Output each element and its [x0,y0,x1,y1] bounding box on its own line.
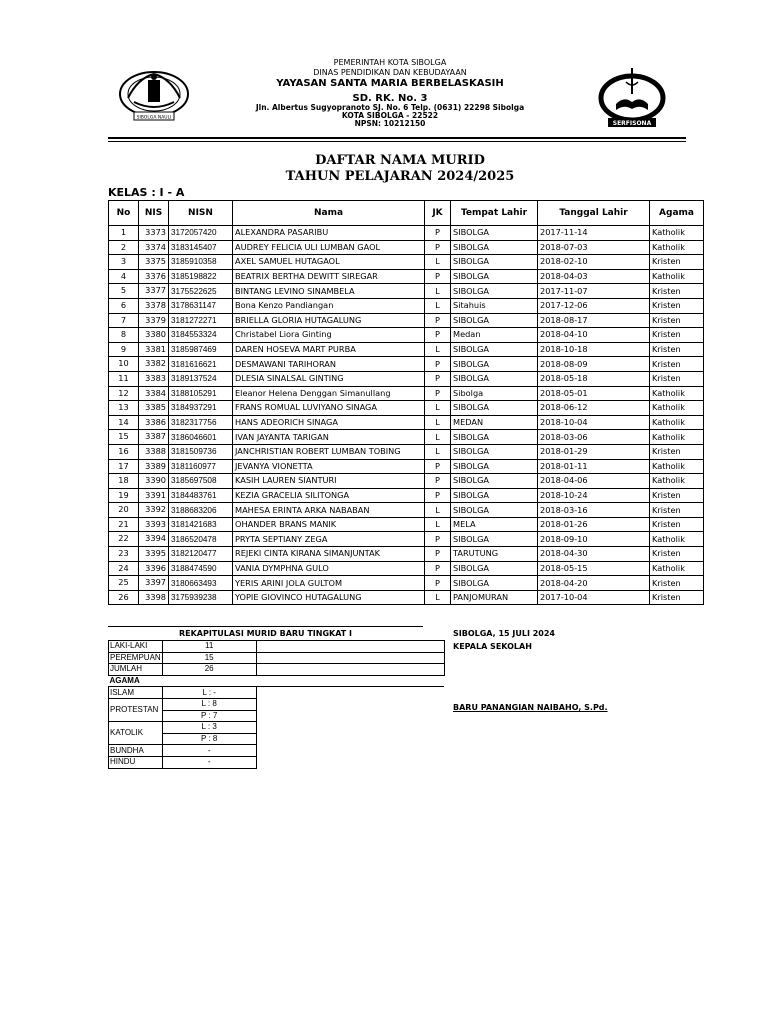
cell-nisn: 3181272271 [169,313,233,328]
recap-label: KATOLIK [109,722,163,745]
cell-jk: P [425,474,451,489]
cell-nama: AUDREY FELICIA ULI LUMBAN GAOL [233,240,425,255]
cell-tempat-lahir: SIBOLGA [451,342,538,357]
cell-agama: Kristen [650,444,704,459]
cell-nama: IVAN JAYANTA TARIGAN [233,430,425,445]
cell-tempat-lahir: SIBOLGA [451,226,538,241]
cell-nis: 3397 [139,576,169,591]
cell-agama: Katholik [650,240,704,255]
cell-nama: DLESIA SINALSAL GINTING [233,371,425,386]
cell-agama: Katholik [650,415,704,430]
cell-nis: 3398 [139,590,169,605]
cell-tempat-lahir: SIBOLGA [451,401,538,416]
table-row [109,357,704,372]
cell-tanggal-lahir: 2018-01-29 [538,444,650,459]
recap-top-rule [108,626,423,627]
cell-no: 13 [109,401,139,416]
cell-nis: 3387 [139,430,169,445]
cell-nama: FRANS ROMUAL LUVIYANO SINAGA [233,401,425,416]
cell-agama: Kristen [650,517,704,532]
recap-blank [256,664,444,676]
cell-jk: P [425,576,451,591]
cell-agama: Katholik [650,226,704,241]
recap-row-perempuan [109,652,445,664]
cell-tempat-lahir: SIBOLGA [451,474,538,489]
cell-no: 8 [109,328,139,343]
cell-agama: Kristen [650,590,704,605]
table-row [109,415,704,430]
cell-tempat-lahir: SIBOLGA [451,240,538,255]
cell-nis: 3395 [139,547,169,562]
cell-no: 7 [109,313,139,328]
table-row [109,328,704,343]
cell-agama: Katholik [650,474,704,489]
cell-no: 17 [109,459,139,474]
cell-nis: 3384 [139,386,169,401]
cell-jk: L [425,401,451,416]
cell-agama: Kristen [650,284,704,299]
cell-no: 9 [109,342,139,357]
cell-nama: Bona Kenzo Pandiangan [233,298,425,313]
cell-nisn: 3181616621 [169,357,233,372]
cell-no: 20 [109,503,139,518]
cell-nama: ALEXANDRA PASARIBU [233,226,425,241]
cell-tanggal-lahir: 2017-11-07 [538,284,650,299]
cell-nama: YERIS ARINI JOLA GULTOM [233,576,425,591]
cell-tempat-lahir: SIBOLGA [451,503,538,518]
class-label: KELAS : I - A [108,186,185,199]
cell-jk: P [425,226,451,241]
cell-no: 3 [109,255,139,270]
cell-agama: Katholik [650,386,704,401]
cell-nisn: 3182120477 [169,547,233,562]
header-nisn: NISN [169,201,233,226]
cell-jk: L [425,284,451,299]
cell-tanggal-lahir: 2018-08-09 [538,357,650,372]
cell-tempat-lahir: SIBOLGA [451,371,538,386]
cell-nisn: 3186520478 [169,532,233,547]
student-table-body [109,226,704,605]
recap-value: - [162,756,256,768]
cell-tanggal-lahir: 2018-04-10 [538,328,650,343]
cell-nisn: 3186046601 [169,430,233,445]
recap-label: PEREMPUAN [110,652,161,662]
table-row [109,488,704,503]
cell-nama: HANS ADEORICH SINAGA [233,415,425,430]
cell-tanggal-lahir: 2018-08-17 [538,313,650,328]
document-title: DAFTAR NAMA MURID [315,153,485,168]
cell-nama: KASIH LAUREN SIANTURI [233,474,425,489]
cell-nisn: 3189137524 [169,371,233,386]
cell-jk: L [425,590,451,605]
recap-title: REKAPITULASI MURID BARU TINGKAT I [178,629,353,638]
cell-jk: L [425,255,451,270]
cell-tanggal-lahir: 2018-10-24 [538,488,650,503]
cell-tempat-lahir: SIBOLGA [451,284,538,299]
table-row [109,459,704,474]
recap-table [108,640,445,769]
letterhead-rule-thick [108,137,686,139]
recap-row-agama [109,675,445,687]
cell-agama: Kristen [650,255,704,270]
cell-tanggal-lahir: 2017-10-04 [538,590,650,605]
cell-nama: DAREN HOSEVA MART PURBA [233,342,425,357]
cell-nis: 3378 [139,298,169,313]
cell-jk: L [425,444,451,459]
cell-nama: MAHESA ERINTA ARKA NABABAN [233,503,425,518]
cell-jk: L [425,342,451,357]
header-agama: Agama [650,201,704,226]
header-no: No [109,201,139,226]
cell-nis: 3388 [139,444,169,459]
signature-role: KEPALA SEKOLAH [453,642,532,651]
cell-jk: P [425,488,451,503]
cell-nis: 3374 [139,240,169,255]
cell-nis: 3385 [139,401,169,416]
table-row [109,532,704,547]
table-row [109,401,704,416]
cell-nama: BEATRIX BERTHA DEWITT SIREGAR [233,269,425,284]
cell-agama: Kristen [650,547,704,562]
recap-value: - [162,745,256,757]
cell-nama: JEVANYA VIONETTA [233,459,425,474]
cell-nis: 3381 [139,342,169,357]
cell-jk: P [425,357,451,372]
cell-tempat-lahir: SIBOLGA [451,561,538,576]
cell-agama: Katholik [650,401,704,416]
cell-nis: 3394 [139,532,169,547]
letterhead-line-address: Jln. Albertus Sugyopranoto SJ. No. 6 Telp. (0631) 22298 Sibolga [255,103,525,112]
table-row [109,284,704,299]
cell-tanggal-lahir: 2018-04-03 [538,269,650,284]
recap-blank [256,641,444,653]
cell-nisn: 3185987469 [169,342,233,357]
city-seal-logo [118,68,190,124]
cell-nis: 3373 [139,226,169,241]
cell-no: 24 [109,561,139,576]
cell-nis: 3379 [139,313,169,328]
recap-label: BUNDHA [109,745,163,757]
cell-jk: P [425,269,451,284]
cell-nisn: 3188474590 [169,561,233,576]
recap-label: LAKI-LAKI [109,641,163,653]
cell-agama: Kristen [650,328,704,343]
cell-nama: YOPIE GIOVINCO HUTAGALUNG [233,590,425,605]
cell-nis: 3375 [139,255,169,270]
cell-nisn: 3183145407 [169,240,233,255]
cell-nama: Christabel Liora Ginting [233,328,425,343]
cell-tanggal-lahir: 2018-02-10 [538,255,650,270]
cell-nisn: 3175522625 [169,284,233,299]
recap-row-protestan-l [109,698,445,710]
recap-row-islam [109,687,445,699]
cell-tanggal-lahir: 2018-04-30 [538,547,650,562]
table-row [109,255,704,270]
cell-tanggal-lahir: 2018-10-04 [538,415,650,430]
cell-no: 22 [109,532,139,547]
cell-jk: P [425,371,451,386]
cell-jk: P [425,561,451,576]
recap-value: L : 3 [162,722,256,734]
cell-nisn: 3172057420 [169,226,233,241]
cell-no: 1 [109,226,139,241]
recap-row-katolik-l [109,722,445,734]
seal-motto-text: SIBOLGA NAULI [136,115,172,121]
cell-nama: OHANDER BRANS MANIK [233,517,425,532]
letterhead-line-foundation: YAYASAN SANTA MARIA BERBELASKASIH [276,78,504,89]
cell-jk: P [425,459,451,474]
cell-nisn: 3181509736 [169,444,233,459]
cell-tempat-lahir: SIBOLGA [451,488,538,503]
recap-value: 26 [162,664,256,676]
recap-label: HINDU [109,756,163,768]
cell-no: 26 [109,590,139,605]
cell-nisn: 3184553324 [169,328,233,343]
cell-tanggal-lahir: 2018-03-16 [538,503,650,518]
cell-nama: AXEL SAMUEL HUTAGAOL [233,255,425,270]
letterhead-line-city: KOTA SIBOLGA - 22522 [341,111,439,120]
cell-no: 23 [109,547,139,562]
table-row [109,386,704,401]
cell-no: 2 [109,240,139,255]
cell-agama: Kristen [650,576,704,591]
cell-jk: L [425,503,451,518]
cell-tanggal-lahir: 2018-04-20 [538,576,650,591]
document-subtitle: TAHUN PELAJARAN 2024/2025 [285,169,515,184]
cell-tempat-lahir: SIBOLGA [451,269,538,284]
cell-tempat-lahir: SIBOLGA [451,430,538,445]
table-row [109,342,704,357]
cell-jk: L [425,430,451,445]
recap-value: L : - [162,687,256,699]
cell-nama: DESMAWANI TARIHORAN [233,357,425,372]
letterhead-line-government: PEMERINTAH KOTA SIBOLGA [333,58,447,67]
cell-tanggal-lahir: 2018-01-11 [538,459,650,474]
cell-jk: L [425,298,451,313]
student-table [108,200,704,605]
cell-no: 4 [109,269,139,284]
cell-agama: Katholik [650,459,704,474]
cell-agama: Kristen [650,313,704,328]
recap-label: JUMLAH [109,664,163,676]
cell-tempat-lahir: PANJOMURAN [451,590,538,605]
cell-agama: Kristen [650,342,704,357]
table-row [109,298,704,313]
cell-nis: 3386 [139,415,169,430]
cell-nis: 3382 [139,357,169,372]
recap-value: P : 8 [162,733,256,745]
cell-nama: KEZIA GRACELIA SILITONGA [233,488,425,503]
cell-jk: P [425,313,451,328]
cell-tempat-lahir: SIBOLGA [451,459,538,474]
letterhead-line-npsn: NPSN: 10212150 [354,119,426,128]
cell-nisn: 3185697508 [169,474,233,489]
header-nama: Nama [233,201,425,226]
cell-tempat-lahir: MELA [451,517,538,532]
cell-nama: REJEKI CINTA KIRANA SIMANJUNTAK [233,547,425,562]
cell-tanggal-lahir: 2018-04-06 [538,474,650,489]
letterhead-line-school: SD. RK. No. 3 [352,93,428,104]
cell-agama: Katholik [650,269,704,284]
cell-jk: L [425,517,451,532]
header-tempat-lahir: Tempat Lahir [451,201,538,226]
cell-nisn: 3182317756 [169,415,233,430]
cell-nama: Eleanor Helena Denggan Simanullang [233,386,425,401]
table-header-row [109,201,704,226]
cell-tempat-lahir: Sitahuis [451,298,538,313]
cell-nis: 3390 [139,474,169,489]
table-row [109,517,704,532]
table-row [109,371,704,386]
cell-agama: Kristen [650,488,704,503]
cell-tanggal-lahir: 2018-05-15 [538,561,650,576]
cell-no: 11 [109,371,139,386]
cell-no: 16 [109,444,139,459]
cell-tanggal-lahir: 2018-09-10 [538,532,650,547]
cell-no: 12 [109,386,139,401]
cell-nisn: 3178631147 [169,298,233,313]
cell-tempat-lahir: SIBOLGA [451,576,538,591]
recap-label: ISLAM [109,687,163,699]
table-row [109,590,704,605]
cell-agama: Kristen [650,503,704,518]
table-row [109,444,704,459]
cell-nisn: 3185910358 [169,255,233,270]
cell-nisn: 3185198822 [169,269,233,284]
cell-tanggal-lahir: 2017-12-06 [538,298,650,313]
cell-nis: 3383 [139,371,169,386]
cell-nis: 3392 [139,503,169,518]
cell-agama: Katholik [650,430,704,445]
recap-row-jumlah [109,664,445,676]
cell-agama: Kristen [650,298,704,313]
header-tanggal-lahir: Tanggal Lahir [538,201,650,226]
recap-row-budha [109,745,445,757]
serfisona-logo-text: SERFISONA [612,120,652,127]
header-nis: NIS [139,201,169,226]
recap-value: L : 8 [162,698,256,710]
recap-value: 11 [162,641,256,653]
cell-nama: PRYTA SEPTIANY ZEGA [233,532,425,547]
table-row [109,240,704,255]
cell-jk: P [425,386,451,401]
cell-nama: JANCHRISTIAN ROBERT LUMBAN TOBING [233,444,425,459]
cell-nis: 3396 [139,561,169,576]
cell-nisn: 3188105291 [169,386,233,401]
recap-value: P : 7 [162,710,256,722]
table-row [109,547,704,562]
cell-nisn: 3184483761 [169,488,233,503]
cell-nis: 3391 [139,488,169,503]
cell-tanggal-lahir: 2018-01-26 [538,517,650,532]
cell-nisn: 3180663493 [169,576,233,591]
header-jk: JK [425,201,451,226]
cell-agama: Kristen [650,371,704,386]
cell-agama: Katholik [650,532,704,547]
cell-tempat-lahir: MEDAN [451,415,538,430]
table-row [109,561,704,576]
cell-no: 10 [109,357,139,372]
cell-nama: BINTANG LEVINO SINAMBELA [233,284,425,299]
cell-nis: 3393 [139,517,169,532]
cell-tanggal-lahir: 2018-07-03 [538,240,650,255]
cell-jk: P [425,547,451,562]
recap-label: PROTESTAN [109,698,163,721]
signature-name: BARU PANANGIAN NAIBAHO, S.Pd. [453,703,608,712]
cell-tanggal-lahir: 2017-11-14 [538,226,650,241]
cell-nis: 3376 [139,269,169,284]
cell-nis: 3380 [139,328,169,343]
cell-tempat-lahir: SIBOLGA [451,357,538,372]
cell-jk: L [425,415,451,430]
cell-tempat-lahir: SIBOLGA [451,313,538,328]
cell-nis: 3377 [139,284,169,299]
cell-tanggal-lahir: 2018-06-12 [538,401,650,416]
cell-no: 6 [109,298,139,313]
cell-no: 5 [109,284,139,299]
letterhead-rule-thin [108,141,686,142]
cell-no: 15 [109,430,139,445]
cell-no: 18 [109,474,139,489]
cell-tanggal-lahir: 2018-03-06 [538,430,650,445]
table-row [109,226,704,241]
cell-tempat-lahir: TARUTUNG [451,547,538,562]
table-row [109,269,704,284]
cell-tanggal-lahir: 2018-05-18 [538,371,650,386]
cell-no: 19 [109,488,139,503]
cell-nama: BRIELLA GLORIA HUTAGALUNG [233,313,425,328]
recap-row-hindu [109,756,445,768]
cell-nisn: 3188683206 [169,503,233,518]
table-row [109,576,704,591]
cell-agama: Katholik [650,561,704,576]
serfisona-logo [596,64,668,128]
recap-value: 15 [162,652,256,664]
cell-tempat-lahir: Sibolga [451,386,538,401]
cell-agama: Kristen [650,357,704,372]
cell-jk: P [425,532,451,547]
cell-no: 21 [109,517,139,532]
cell-jk: P [425,240,451,255]
recap-section-label: AGAMA [109,675,445,687]
table-row [109,313,704,328]
cell-tempat-lahir: SIBOLGA [451,532,538,547]
cell-tempat-lahir: SIBOLGA [451,255,538,270]
cell-no: 14 [109,415,139,430]
cell-tempat-lahir: SIBOLGA [451,444,538,459]
recap-row-laki [109,641,445,653]
cell-nisn: 3181421683 [169,517,233,532]
cell-tempat-lahir: Medan [451,328,538,343]
cell-tanggal-lahir: 2018-10-18 [538,342,650,357]
cell-tanggal-lahir: 2018-05-01 [538,386,650,401]
cell-nama: VANIA DYMPHNA GULO [233,561,425,576]
table-row [109,503,704,518]
cell-nisn: 3184937291 [169,401,233,416]
table-row [109,474,704,489]
cell-nisn: 3181160977 [169,459,233,474]
signature-place-date: SIBOLGA, 15 JULI 2024 [453,629,555,638]
cell-nis: 3389 [139,459,169,474]
cell-nisn: 3175939238 [169,590,233,605]
letterhead-line-department: DINAS PENDIDIKAN DAN KEBUDAYAAN [313,68,467,77]
recap-blank [256,652,444,664]
cell-no: 25 [109,576,139,591]
table-row [109,430,704,445]
cell-jk: P [425,328,451,343]
